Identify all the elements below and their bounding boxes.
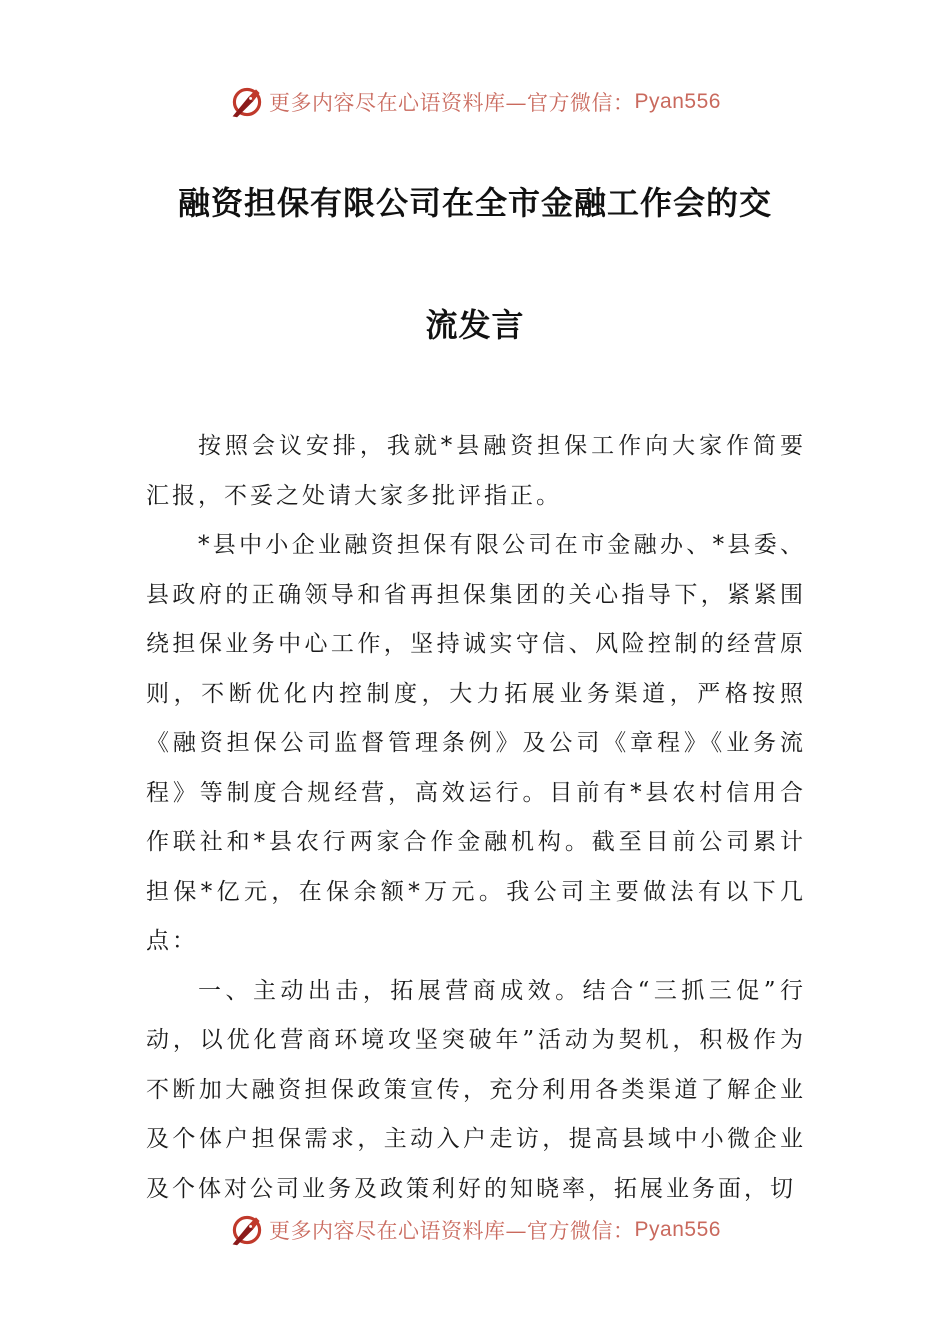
pen-nib-circle-icon bbox=[229, 1212, 265, 1248]
paragraph: *县中小企业融资担保有限公司在市金融办、*县委、县政府的正确领导和省再担保集团的关心指导下，紧紧围绕担保业务中心工作，坚持诚实守信、风险控制的经营原则，不断优化内控制度，大力拓展业务渠道，严格按照《融资担保公司监督管理条例》及公司《章程》《业务流程》等制度合规经营，高效运行。目前有*县农村信用合作联社和*县农行两家合作金融机构。截至目前公司累计担保*亿元，在保余额*万元。我公司主要做法有以下几点： bbox=[146, 532, 806, 954]
header-banner-text: 更多内容尽在心语资料库—官方微信： bbox=[269, 91, 635, 115]
footer-banner bbox=[0, 1210, 950, 1250]
footer-wechat-id: Pyan556 bbox=[634, 1218, 721, 1241]
document-title-line-1: 融资担保有限公司在全市金融工作会的交 bbox=[177, 184, 772, 222]
footer-banner-text: 更多内容尽在心语资料库—官方微信： bbox=[269, 1219, 635, 1243]
document-body bbox=[146, 422, 806, 1214]
paragraph: 按照会议安排，我就*县融资担保工作向大家作简要汇报，不妥之处请大家多批评指正。 bbox=[146, 433, 806, 509]
pen-nib-circle-icon bbox=[229, 84, 265, 120]
document-title-line-2: 流发言 bbox=[425, 306, 525, 344]
header-wechat-id: Pyan556 bbox=[634, 90, 721, 113]
header-banner bbox=[0, 82, 950, 122]
paragraph: 一、主动出击，拓展营商成效。结合“三抓三促”行动，以优化营商环境攻坚突破年”活动为契机，积极作为不断加大融资担保政策宣传，充分利用各类渠道了解企业及个体户担保需求，主动入户走访，提高县域中小微企业及个体对公司业务及政策利好的知晓率，拓展业务面，切 bbox=[146, 977, 806, 1202]
